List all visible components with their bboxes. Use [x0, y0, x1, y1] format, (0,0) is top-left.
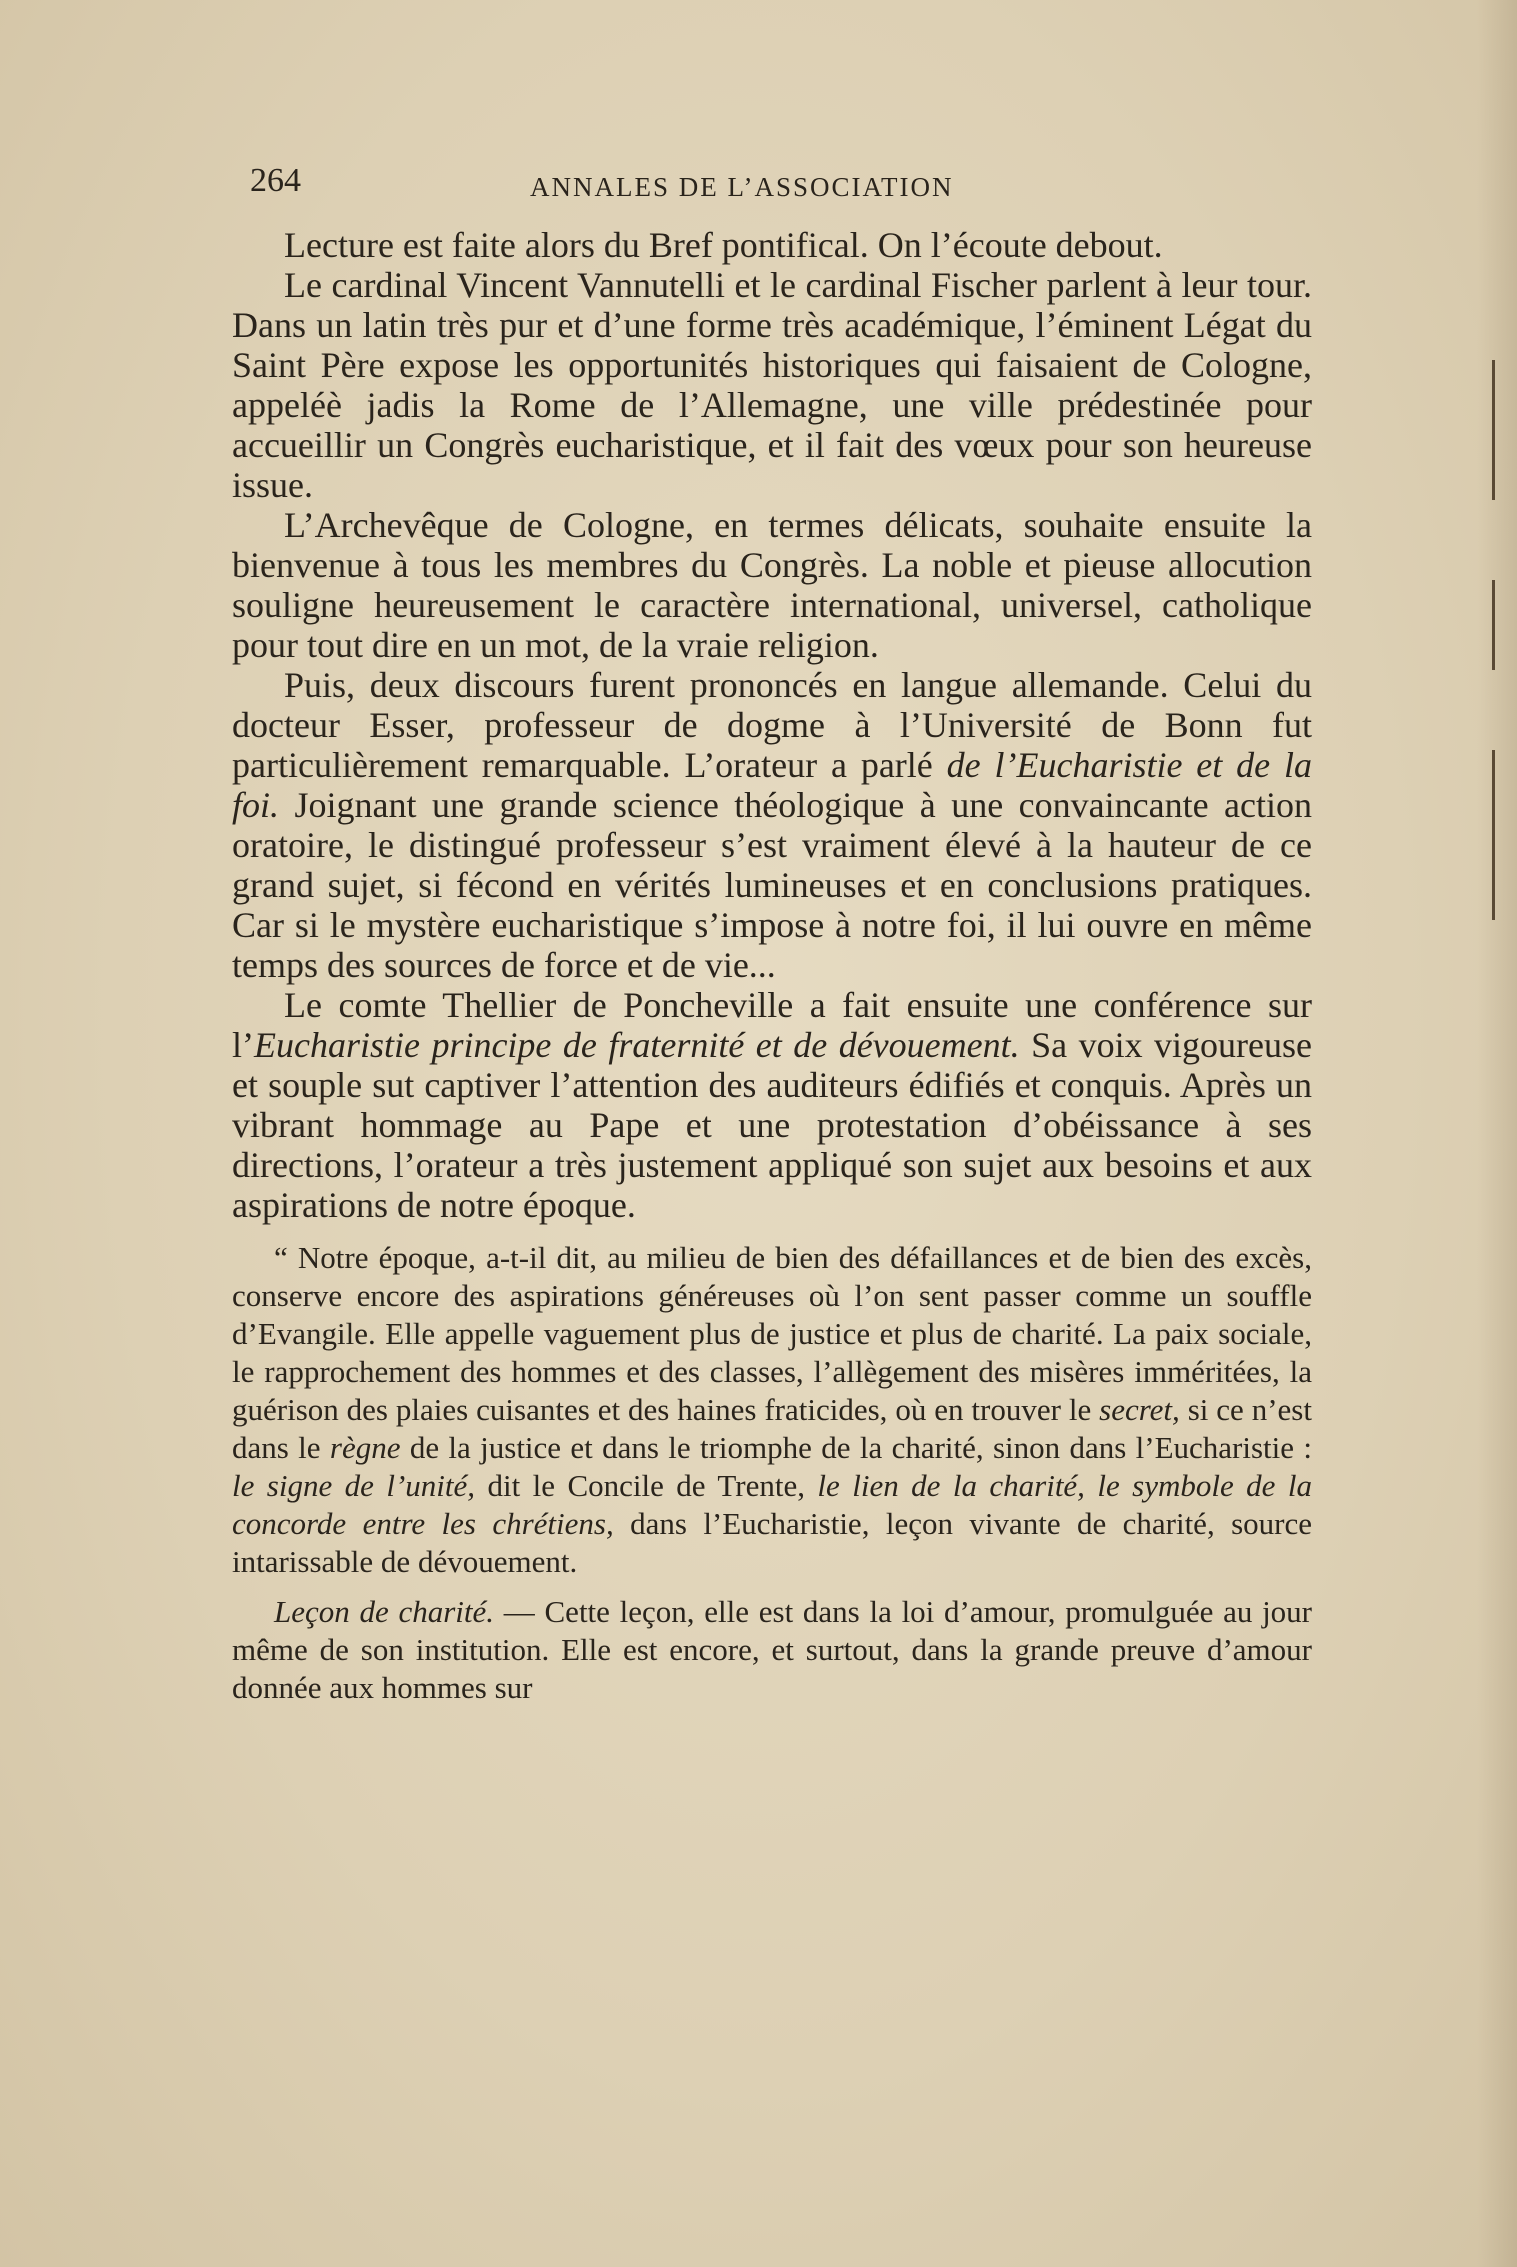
- paragraph-cardinals: Le cardinal Vincent Vannutelli et le cardinal Fischer parlent à leur tour. Dans un latin très pur et d’une forme très académique, l’éminent Légat du Saint Père expose les opportunités historiques qui faisaient de Cologne, appeléè jadis la Rome de l’Allemagne, une ville prédestinée pour accueillir un Congrès eucharistique, et il fait des vœux pour son heureuse issue.: [232, 265, 1312, 505]
- lecture-title: de l’Eucharistie et de la foi.: [232, 745, 1313, 825]
- paragraph-poncheville: [232, 985, 1312, 1225]
- text-run: de la justice et dans le triomphe de la charité, sinon dans l’Eucharistie :: [400, 1430, 1312, 1465]
- running-head: [250, 162, 1350, 212]
- quotation-epoque: [232, 1239, 1312, 1581]
- section-lead: Leçon de charité.: [274, 1594, 495, 1629]
- page-edge-mark: [1492, 750, 1495, 920]
- text-run: Sa voix vigoureuse et souple sut captiver l’attention des auditeurs édifiés et conquis. Après un vibrant hommage au Pape et une protestation d’obéissance à ses directions, l’orateur a très justement appliqué son sujet aux besoins et aux aspirations de notre époque.: [232, 1025, 1313, 1225]
- italic-phrase: le lien de la charité, le symbole de la concorde entre les chrétiens,: [232, 1468, 1312, 1541]
- text-run: Le comte Thellier de Poncheville a fait ensuite une conférence sur l’: [232, 985, 1312, 1065]
- paragraph-bref: Lecture est faite alors du Bref pontifical. On l’écoute debout.: [284, 225, 1163, 265]
- italic-word: règne: [329, 1430, 401, 1465]
- text-run: dans l’Eucharistie, leçon vivante de charité, source intarissable de dévouement.: [232, 1506, 1312, 1579]
- main-text: [232, 225, 1312, 1707]
- text-run: Joignant une grande science théologique à une convaincante action oratoire, le distingué professeur s’est vraiment élevé à la hauteur de ce grand sujet, si fécond en vérités lumineuses et en conclusions pratiques. Car si le mystère eucharistique s’impose à notre foi, il lui ouvre en même temps des sources de force et de vie...: [232, 785, 1312, 985]
- text-run: dit le Concile de Trente,: [475, 1468, 818, 1503]
- page-number: 264: [250, 162, 301, 199]
- text-run: “ Notre époque, a-t-il dit, au milieu de bien des défaillances et de bien des excès, conserve encore des aspirations généreuses où l’on sent passer comme un souffle d’Evangile. Elle appelle vaguement plus de justice et plus de charité. La paix sociale, le rapprochement des hommes et des classes, l’allègement des misères imméritées, la guérison des plaies cuisantes et des haines fraticides, où en trouver le: [232, 1240, 1312, 1427]
- paragraph-archeveque: L’Archevêque de Cologne, en termes délicats, souhaite ensuite la bienvenue à tous les membres du Congrès. La noble et pieuse allocution souligne heureusement le caractère international, universel, catholique pour tout dire en un mot, de la vraie religion.: [232, 505, 1312, 665]
- page-edge-shadow: [1477, 0, 1517, 2267]
- italic-phrase: le signe de l’unité,: [232, 1468, 476, 1503]
- page-edge-mark: [1492, 360, 1495, 500]
- page-edge-mark: [1492, 580, 1495, 670]
- text-run: Puis, deux discours furent prononcés en langue allemande. Celui du docteur Esser, professeur de dogme à l’Université de Bonn fut particulièrement remarquable. L’orateur a parlé: [232, 665, 1312, 785]
- text-run: — Cette leçon, elle est dans la loi d’amour, promulguée au jour même de son institution. Elle est encore, et surtout, dans la grande preuve d’amour donnée aux hommes sur: [232, 1594, 1312, 1705]
- conference-title: Eucharistie principe de fraternité et de dévouement.: [254, 1025, 1020, 1065]
- italic-word: secret,: [1099, 1392, 1180, 1427]
- running-title: ANNALES DE L’ASSOCIATION: [530, 172, 954, 202]
- paragraph-esser: [232, 665, 1312, 985]
- quotation-lecon: [232, 1593, 1312, 1707]
- text-run: si ce n’est dans le: [232, 1392, 1312, 1465]
